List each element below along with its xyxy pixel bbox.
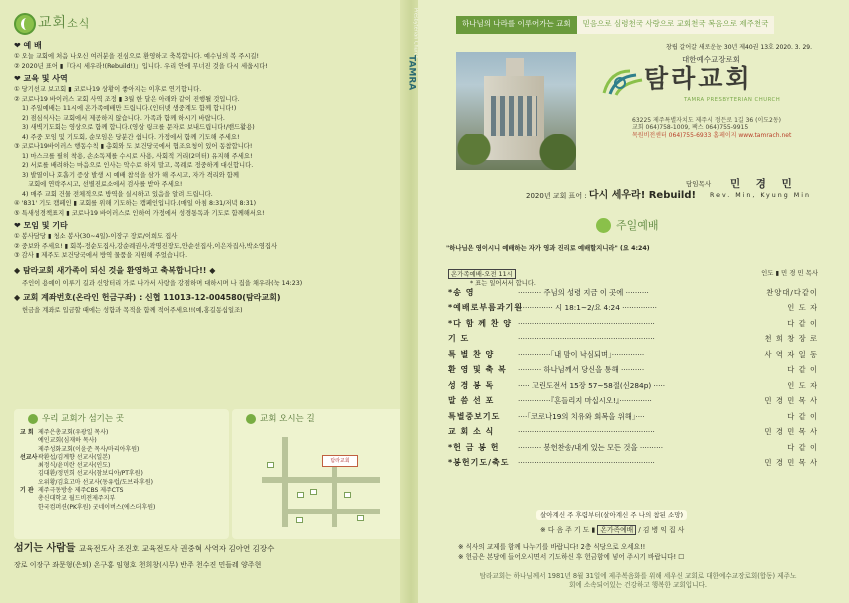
- pastor-title: 담임목사: [686, 180, 712, 188]
- issue-info: 창립 갈어갈 새로운눈 30년 제40권 13호 2020. 3. 29.: [666, 44, 812, 51]
- news-header: [14, 10, 406, 38]
- liturgy-leader: 인 도 자: [787, 303, 818, 313]
- news-line: 1) 마스크를 필히 착용, 손소독제를 수시로 사용, 사회적 거리(2미터) 유지해 주세요!: [22, 152, 253, 160]
- liturgy-row: [448, 412, 818, 428]
- liturgy-label: 환 영 및 축 복: [448, 365, 507, 375]
- liturgy-leader: 민 경 민 목 사: [764, 427, 818, 437]
- liturgy-label: 기 도: [448, 334, 470, 344]
- support-row: [14, 479, 229, 487]
- account-text: 헌금을 계좌로 입금할 때에는 성함과 목적을 함께 적어주세요!!(예,홍길동십일조): [22, 307, 243, 314]
- liturgy-row: [448, 303, 818, 319]
- liturgy-row: [448, 334, 818, 350]
- liturgy-detail: ··············『흔들리지 마십시오!』··············: [518, 396, 652, 406]
- news-block: [14, 74, 406, 218]
- welcome-text: 주인이 용예이 이루기 길과 신앙터리 가로 나가서 사랑을 강점하며 대하시며 나 집을 채우라(눅 14:23): [22, 279, 303, 287]
- liturgy-label: *헌 금 봉 헌: [448, 442, 500, 452]
- support-box: [14, 409, 229, 539]
- support-category: 선교사: [20, 453, 38, 461]
- directions-map: [262, 437, 380, 527]
- liturgy-leader: 인 도 자: [787, 380, 818, 390]
- news-blocks: [14, 41, 406, 316]
- liturgy-label: *봉헌기도/축도: [448, 458, 510, 468]
- order-of-service: [448, 269, 818, 474]
- liturgy-leader: 천 희 창 장 로: [764, 334, 818, 344]
- church-logo: [600, 55, 830, 115]
- support-category: [20, 470, 38, 478]
- helpers-title: 섬기는 사람들: [14, 543, 76, 554]
- support-category: [20, 446, 38, 454]
- directions-box: [232, 409, 404, 539]
- notices: [458, 542, 684, 562]
- notice-line: ※ 식사의 교제를 함께 나누기를 바랍니다! 2층 식당으로 오세요!!: [458, 543, 646, 551]
- elders-line: 장로 이장구 좌문형(은퇴) 온구홍 임형호 천희창(시무) 반주 천수진 민들레 양주현: [14, 560, 262, 569]
- support-row: [14, 495, 229, 503]
- church-building-photo: [456, 52, 576, 170]
- news-line: ① 당기선교 보고회 ▮ 코로나19 상황이 좋아지는 이후로 연기합니다.: [14, 86, 202, 93]
- news-line: 1) 주일예배는 11시에 온가족예배만 드립니다.(인터넷 생중계도 함께 합니다!): [22, 105, 237, 112]
- liturgy-row: [448, 350, 818, 366]
- support-row: [14, 454, 229, 462]
- liturgy-leader: 다 같 이: [787, 411, 818, 421]
- liturgy-row: [448, 288, 818, 304]
- support-item: 오위황/김효고마 선교사(동유럽/도브라후원): [38, 478, 153, 486]
- liturgy-label: *다 함 께 찬 양: [448, 318, 512, 328]
- liturgy-leader: 다 같 이: [787, 365, 818, 375]
- liturgy-label: *예배로부름과기원: [448, 303, 524, 313]
- spine-subtitle: Presbyterian Church: [412, 8, 419, 59]
- support-row: [14, 504, 229, 512]
- liturgy-items: [448, 288, 818, 474]
- stand-note: * 표는 일어서서 합니다.: [470, 280, 536, 287]
- news-block-heading: ❤ 교육 및 사역: [14, 74, 68, 83]
- map-title: 교회 오시는 길: [260, 413, 315, 424]
- support-item: 곽환섭/김계향 선교사(일본): [38, 453, 111, 461]
- spine-brand: TAMRA: [406, 55, 417, 91]
- liturgy-detail: ···························································: [518, 427, 655, 437]
- news-block: [14, 41, 406, 71]
- liturgy-detail: ··············· 시 18:1~2/요 4:24 ···············: [518, 303, 657, 313]
- address-line: 63225 제주특별자치도 제주시 정든로 1길 36 (이도2동): [632, 117, 782, 124]
- liturgy-detail: ···························································: [518, 334, 655, 344]
- news-line: ④ '831' 기도 캠페인 ▮ 교회를 위해 기도하는 캠페인입니다.(매일 아침 8:31/저녁 8:31): [14, 200, 257, 207]
- support-category: [20, 504, 38, 512]
- support-category: [20, 495, 38, 503]
- support-title: 우리 교회가 섬기는 곳: [42, 413, 125, 424]
- support-item: 예인교회(심재하 목사): [38, 437, 97, 445]
- liturgy-detail: ···························································: [518, 318, 655, 328]
- phone-line: 교회 064)758-1009, 팩스 064)755-9915: [632, 124, 749, 132]
- service-time: 온가족예배-오전 11시: [448, 269, 516, 279]
- account-heading: ◆ 교회 계좌번호(온라인 헌금구좌) : 신협 11013-12-004580(탐라교회): [14, 293, 281, 302]
- bullet-icon: [28, 414, 38, 424]
- slogan-main: 하나님의 나라를 이루어가는 교회: [456, 16, 577, 34]
- liturgy-detail: ·········· 주님의 성령 지금 이 곳에 ··········: [518, 287, 649, 297]
- liturgy-detail: ·········· 봉헌찬송/내게 있는 모든 것을 ··········: [518, 442, 664, 452]
- liturgy-detail: ···························································: [518, 458, 655, 468]
- church-name-english: TAMRA PRESBYTERIAN CHURCH: [684, 97, 781, 103]
- welcome-heading: ◆ 탐라교회 새가족이 되신 것을 환영하고 축복합니다!! ◆: [14, 265, 216, 275]
- church-name: 탐라교회: [644, 64, 753, 93]
- helpers-section: [14, 543, 414, 569]
- church-intro: 탐라교회는 하나님께서 1981년 8월 31일에 제주복음화를 위해 세우신 교회로 대한예수교장로회(합동) 제주노회에 소속되어있는 건강하고 행복한 교회입니다.: [479, 572, 797, 589]
- liturgy-label: 특별중보기도: [448, 411, 501, 421]
- support-category: 교 회: [20, 429, 34, 436]
- worship-verse: "하나님은 영이시니 예배하는 자가 영과 진리로 예배할지니라" (요 4:24): [446, 245, 650, 252]
- support-item: 김대환/정민희 선교사(참보디아/PT후원): [38, 470, 143, 478]
- support-item: 제주은총교회(우광일 목사): [38, 429, 109, 436]
- church-logo-icon: [14, 13, 36, 35]
- news-block-heading: ❤ 예 배: [14, 41, 42, 50]
- bullet-icon: [246, 414, 256, 424]
- news-line: 교회에 연락주시고, 선별진료소에서 검사를 받아 주세요!: [28, 181, 183, 188]
- news-line: 4) 주중 모임 및 기도회, 순모임은 당분간 쉽니다. 가정에서 함께 기도해 주세요!: [22, 133, 240, 141]
- liturgy-leader: 찬양대/다같이: [766, 287, 818, 297]
- liturgy-leader: 민 경 민 목 사: [764, 396, 818, 406]
- news-line: ③ 코로나19바이러스 행동수칙 ▮ 총회와 도 보건당국에서 협조요청이 있어 동참합니다!: [14, 143, 253, 150]
- slogan-bar: [456, 16, 774, 34]
- support-item: 제주성화교회(이윤준 목사/마리아후원): [38, 445, 140, 453]
- bullet-icon: [596, 218, 611, 233]
- liturgy-label: 말 씀 선 포: [448, 396, 495, 406]
- liturgy-detail: ·········· 하나님께서 당신을 통해 ··········: [518, 365, 645, 375]
- liturgy-leader: 민 경 민 목 사: [764, 458, 818, 468]
- news-line: 2) 서로를 배려하는 마음으로 인사는 악수로 하지 말고, 목례로 정중하게 대신합니다.: [22, 162, 254, 169]
- liturgy-leader: 사 역 자 일 동: [764, 349, 818, 359]
- liturgy-label: 특 별 찬 양: [448, 349, 495, 359]
- liturgy-row: [448, 396, 818, 412]
- liturgy-label: 교 회 소 식: [448, 427, 495, 437]
- slogan-sub: 믿음으로 심령천국 사랑으로 교회천국 복음으로 제주천국: [577, 16, 775, 34]
- support-item: 한국컴퍼션(PK후원) 굿네이버스(에스더후원): [38, 503, 156, 511]
- denomination: 대한예수교장로회: [682, 55, 740, 64]
- news-panel: [0, 0, 418, 603]
- notice-line: ※ 헌금은 본당에 들어오시면서 기도하신 후 헌금함에 넣어 주시기 바랍니다! ☐: [458, 553, 685, 561]
- liturgy-row: [448, 365, 818, 381]
- church-address: [632, 117, 791, 139]
- liturgy-label: *송 영: [448, 287, 475, 297]
- year-motto: 2020년 교회 표어 : 다시 세우라! Rebuild!: [526, 190, 697, 201]
- news-block: [14, 221, 406, 261]
- liturgy-row: [448, 319, 818, 335]
- news-line: 3) 발열이나 호흡기 증상 발생 시 예배 참석을 삼가 해 주시고, 자가 격리와 함께: [22, 171, 239, 179]
- news-line: 3) 새벽기도회는 영상으로 함께 합니다.(영상 링크를 문자로 보내드립니다!/밴드활용): [22, 124, 255, 131]
- news-title: 교회소식: [38, 15, 91, 32]
- liturgy-row: [448, 381, 818, 397]
- liturgy-row: [448, 443, 818, 459]
- service-leader: 인도 ▮ 민 경 민 목사: [761, 269, 818, 277]
- liturgy-detail: ····「코로나19의 치유와 회복을 위해」····: [518, 411, 645, 421]
- liturgy-leader: 다 같 이: [787, 318, 818, 328]
- support-category: 기 관: [20, 487, 34, 495]
- liturgy-detail: ··············「내 맘이 낙심되며」··············: [518, 349, 645, 359]
- news-line: 4) 매주 교회 건물 전체적으로 방역을 실시하고 있음을 알려 드립니다.: [22, 190, 213, 198]
- news-line: ① 봉사담당 ▮ 청소 봉사(30~4일)-이장구 장로/이희도 집사: [14, 233, 178, 240]
- pastor-name-english: Rev. Min, Kyung Min: [710, 192, 811, 199]
- liturgy-row: [448, 427, 818, 443]
- liturgy-label: 성 경 봉 독: [448, 380, 495, 390]
- worship-panel: [418, 0, 849, 603]
- news-line: ② 코로나19 바이러스 교회 사역 조정 ▮ 3월 한 달은 아래와 같이 진행될 것입니다.: [14, 95, 240, 103]
- benediction-hymn: 살아계신 주 후렴부터(살아계신 주 나의 참된 소망): [536, 510, 687, 520]
- liturgy-leader: 다 같 이: [787, 442, 818, 452]
- news-line: ② 중보와 주세요! ▮ 회복-정순도집사,강순례권사,곽명진장도,안순선집사,이은자집사,박소영집사: [14, 242, 278, 250]
- news-block-heading: ❤ 모임 및 기타: [14, 221, 68, 230]
- website-line: 목원비전센터 064)755-6933 홈페이지 www.tamrach.net: [632, 131, 792, 139]
- next-week-prayer: ※ 다 음 주 기 도 ▮ 온가족예배 / 김 병 익 집 사: [540, 526, 685, 534]
- church-map-pin: 탐라교회: [322, 455, 358, 467]
- liturgy-detail: ····· 고린도전서 15장 57~58절(신284p) ·····: [518, 380, 666, 390]
- news-line: ① 오늘 교회에 처음 나오신 여러분을 진심으로 환영하고 축복합니다. 예수님의 복 주시길!: [14, 53, 260, 60]
- support-category: [20, 479, 38, 487]
- helpers-line: 교육전도사 조진호 교육전도사 권중혁 사역자 김아연 김장수: [78, 544, 275, 553]
- support-list: [14, 429, 229, 512]
- support-row: [14, 437, 229, 445]
- news-line: ② 2020년 표어 ▮『다시 세우라!(Rebuild!)』입니다. 우리 안에 무너진 것을 다시 세웁시다!: [14, 62, 268, 70]
- news-line: ③ 감사 ▮ 제주도 보건당국에서 방역 물품을 지원해 주었습니다.: [14, 252, 188, 259]
- support-item: 제주극동방송 제주CBS 제주CTS: [38, 487, 124, 495]
- liturgy-row: [448, 458, 818, 474]
- support-item: 최정식/윤미란 선교사(인도): [38, 462, 111, 470]
- pastor-name: 민 경 민: [730, 178, 798, 190]
- support-row: [14, 470, 229, 478]
- news-line: 2) 점심식사는 교회에서 제공하지 않습니다. 가족과 함께 하시기 바랍니다.: [22, 114, 225, 122]
- church-emblem-icon: [600, 67, 644, 97]
- news-line: ⑤ 특새성경책표지 ▮ 코로나19 바이러스로 인하여 가정에서 성경통독과 기도로 함께해서요!: [14, 209, 265, 217]
- support-row: [14, 446, 229, 454]
- support-category: [20, 437, 38, 445]
- support-item: 총신대학교 월드비전제주지부: [38, 495, 116, 503]
- worship-title: 주일예배: [596, 218, 659, 233]
- support-category: [20, 462, 38, 470]
